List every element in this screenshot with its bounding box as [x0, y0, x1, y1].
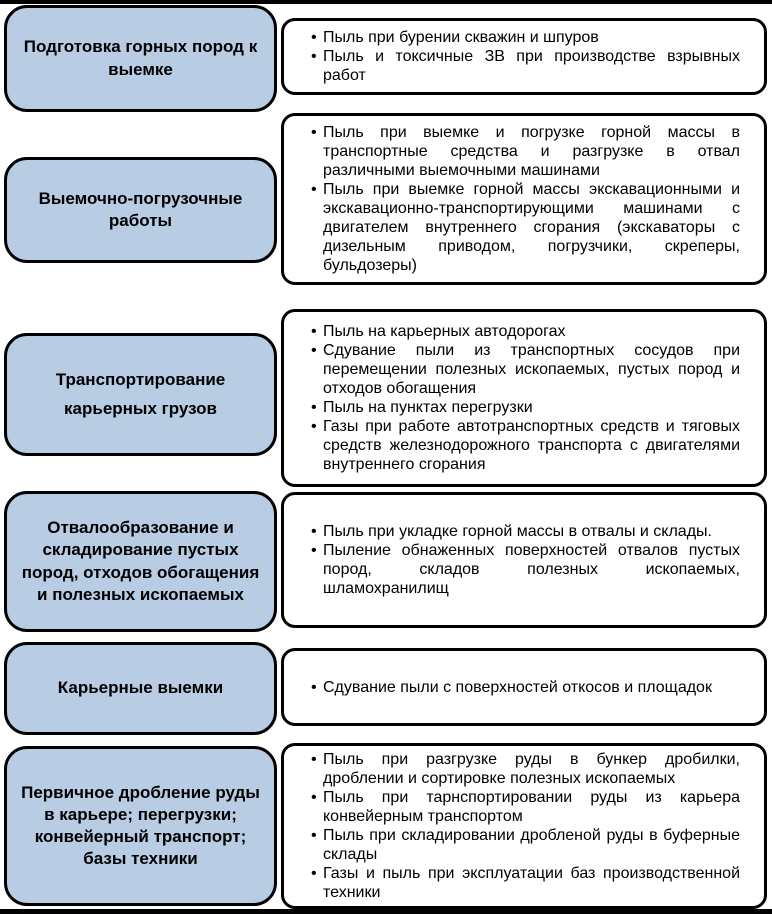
bullet-text: Пыль при укладке горной массы в отвалы и склады.: [323, 523, 712, 540]
bullet-text: Пыль при складировании дробленой руды в буферные склады: [323, 827, 740, 863]
bullet-item: [311, 750, 740, 788]
top-border-line: [0, 0, 772, 4]
bullet-icon: •: [311, 827, 317, 844]
sources-box-preparation: [281, 18, 767, 95]
bullet-item: [311, 678, 740, 697]
bullet-icon: •: [311, 342, 317, 359]
stage-label: Подготовка горных пород к выемке: [23, 37, 258, 79]
stage-box-preparation: [4, 5, 277, 112]
bullet-icon: •: [311, 48, 317, 65]
sources-box-primary-crushing: [281, 743, 767, 909]
bullet-item: [311, 864, 740, 902]
bullet-text: Газы и пыль при эксплуатации баз производственной техники: [323, 865, 740, 901]
stage-label: Первичное дробление руды в карьере; перегрузки; конвейерный транспорт; базы техники: [21, 782, 260, 869]
bullet-item: [311, 180, 740, 275]
stage-box-excavation-loading: [4, 157, 277, 263]
bullet-text: Пыление обнаженных поверхностей отвалов пустых пород, складов полезных ископаемых, шламохранилищ: [323, 542, 740, 597]
sources-box-quarry-excavations: [281, 648, 767, 726]
bullet-text: Пыль и токсичные ЗВ при производстве взрывных работ: [323, 48, 740, 84]
bullet-item: [311, 123, 740, 180]
bullet-item: [311, 522, 740, 541]
bullet-item: [311, 28, 740, 47]
bullet-text: Пыль на карьерных автодорогах: [323, 323, 566, 340]
bullet-icon: •: [311, 399, 317, 416]
bullet-icon: •: [311, 29, 317, 46]
stage-box-quarry-excavations: [4, 642, 277, 735]
bullet-list: [311, 28, 740, 85]
bullet-item: [311, 788, 740, 826]
bullet-list: [311, 522, 740, 598]
bullet-text: Пыль при разгрузке руды в бункер дробилки, дроблении и сортировке полезных ископаемых: [323, 751, 740, 787]
bullet-icon: •: [311, 789, 317, 806]
bullet-text: Пыль на пунктах перегрузки: [323, 399, 533, 416]
stage-box-primary-crushing: [4, 746, 277, 906]
stage-box-transportation: [4, 333, 277, 456]
bullet-text: Пыль при выемке горной массы экскавационными и экскавационно-транспортирующими машинами с двигателем внутреннего сгорания (экскаваторы с дизельным приводом, погрузчики, скреперы, бульдозеры): [323, 181, 740, 274]
bullet-icon: •: [311, 542, 317, 559]
bottom-border-line: [0, 909, 772, 914]
bullet-item: [311, 322, 740, 341]
bullet-list: [311, 322, 740, 474]
stage-label: Карьерные выемки: [57, 678, 224, 698]
bullet-list: [311, 750, 740, 902]
bullet-text: Сдувание пыли с поверхностей откосов и площадок: [323, 678, 712, 696]
bullet-icon: •: [311, 418, 317, 435]
bullet-list: [311, 123, 740, 275]
bullet-list: [311, 678, 740, 697]
bullet-icon: •: [311, 751, 317, 768]
bullet-item: [311, 541, 740, 598]
bullet-icon: •: [311, 678, 317, 696]
bullet-item: [311, 417, 740, 474]
bullet-icon: •: [311, 323, 317, 340]
bullet-text: Пыль при тарнспортировании руды из карьера конвейерным транспортом: [323, 789, 740, 825]
stage-label: Транспортирование карьерных грузов: [55, 369, 226, 418]
bullet-item: [311, 341, 740, 398]
stage-box-dumping-storage: [4, 491, 277, 632]
bullet-icon: •: [311, 124, 317, 141]
bullet-text: Пыль при выемке и погрузке горной массы в транспортные средства и разгрузке в отвал различными выемочными машинами: [323, 124, 740, 179]
stage-label: Отвалообразование и складирование пустых пород, отходов обогащения и полезных ископаемых: [21, 518, 260, 604]
bullet-text: Газы при работе автотранспортных средств и тяговых средств железнодорожного транспорта с двигателями внутреннего сгорания: [323, 418, 740, 473]
bullet-icon: •: [311, 523, 317, 540]
sources-box-excavation-loading: [281, 113, 767, 285]
sources-box-dumping-storage: [281, 492, 767, 628]
bullet-text: Сдувание пыли из транспортных сосудов при перемещении полезных ископаемых, пустых пород и отходов обогащения: [323, 342, 740, 397]
bullet-text: Пыль при бурении скважин и шпуров: [323, 29, 599, 46]
bullet-item: [311, 826, 740, 864]
sources-box-transportation: [281, 309, 767, 487]
bullet-item: [311, 398, 740, 417]
bullet-item: [311, 47, 740, 85]
bullet-icon: •: [311, 865, 317, 882]
stage-label: Выемочно-погрузочные работы: [38, 188, 243, 230]
bullet-icon: •: [311, 181, 317, 198]
